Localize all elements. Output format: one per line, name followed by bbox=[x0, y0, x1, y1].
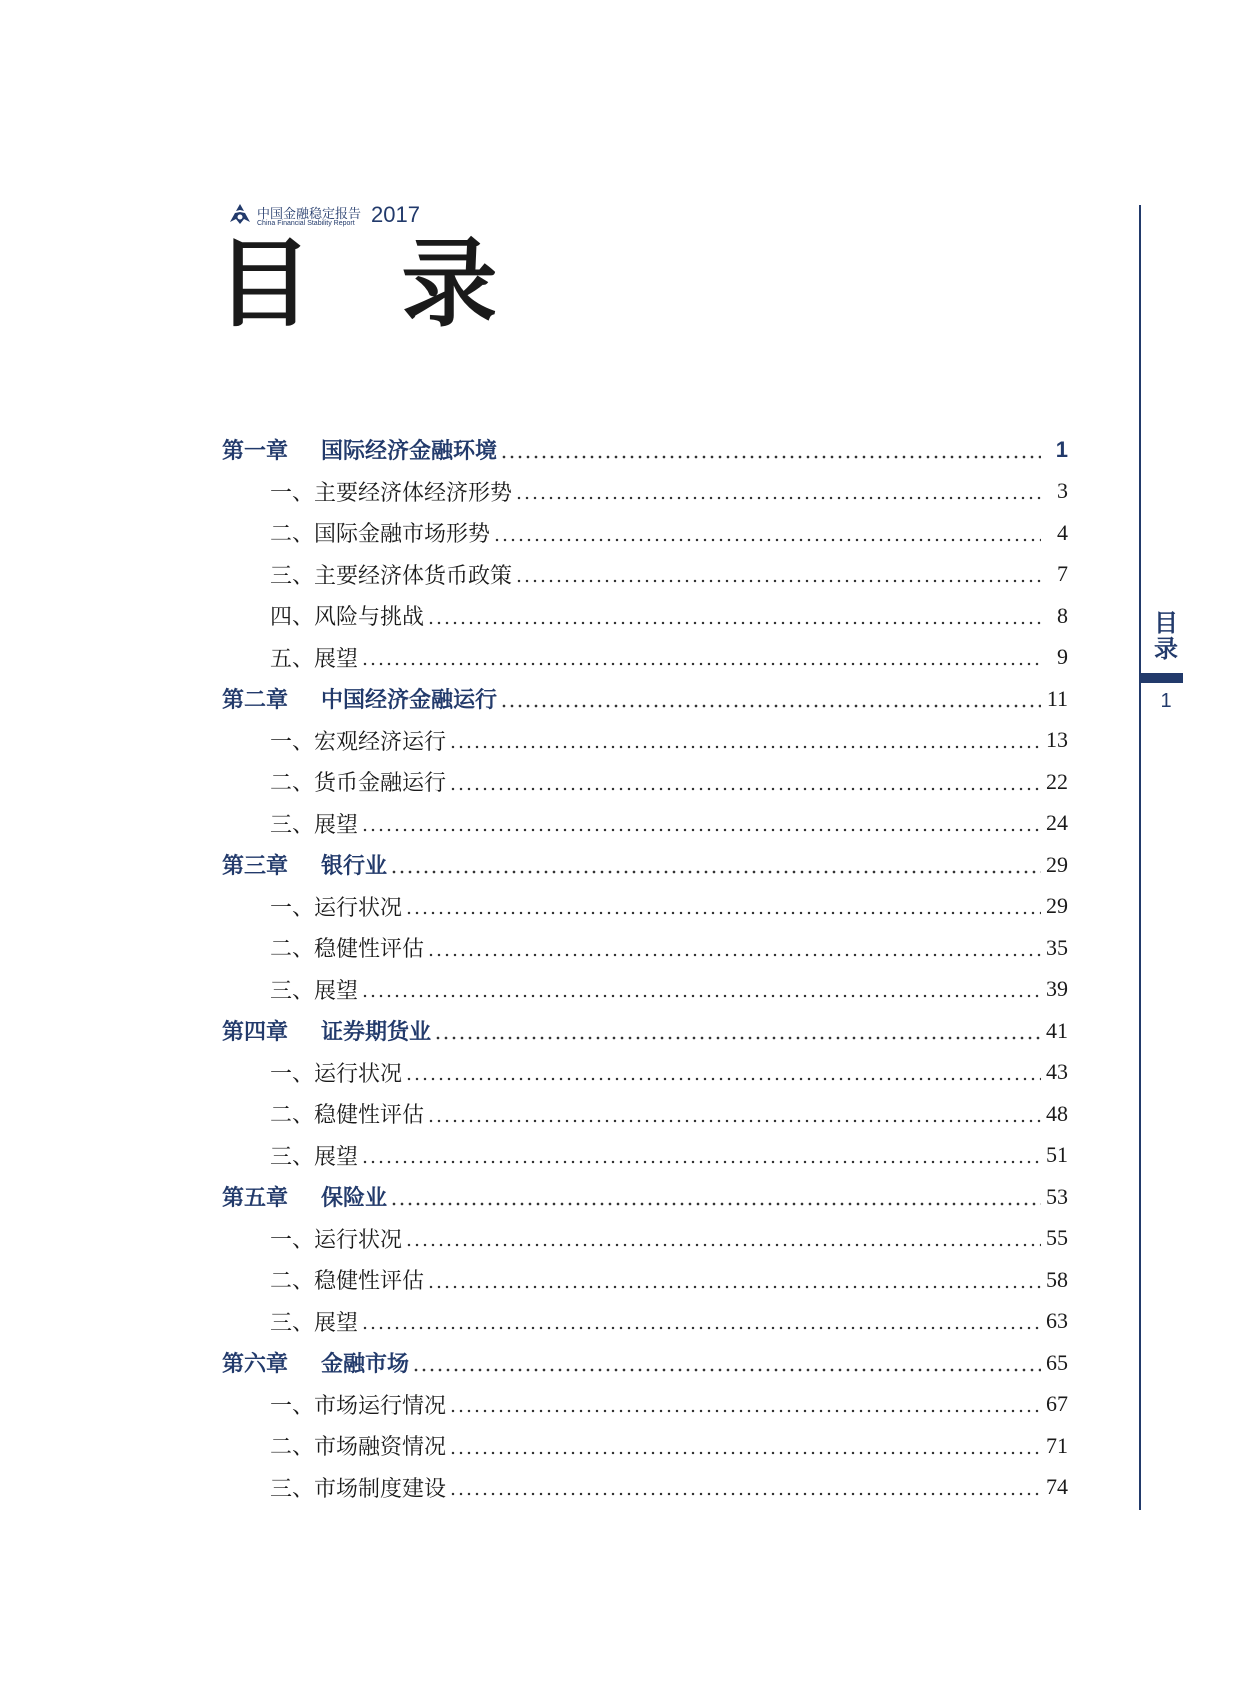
toc-entry-title: 四、风险与挑战 bbox=[270, 605, 425, 631]
toc-page-number: 11 bbox=[1046, 685, 1068, 711]
toc-entry-title: 中国经济金融运行 bbox=[321, 688, 498, 714]
side-rule bbox=[1139, 205, 1141, 1510]
dot-leader bbox=[390, 854, 1041, 876]
dot-leader bbox=[500, 688, 1041, 710]
dot-leader bbox=[361, 1144, 1041, 1166]
toc-section-entry[interactable] bbox=[222, 1052, 1068, 1094]
page-title: 目 录 bbox=[216, 228, 526, 340]
toc-page-number: 22 bbox=[1046, 768, 1068, 794]
toc-page-number: 43 bbox=[1046, 1059, 1068, 1085]
dot-leader bbox=[427, 937, 1041, 959]
toc-page-number: 41 bbox=[1046, 1017, 1068, 1043]
toc-page-number: 1 bbox=[1055, 436, 1068, 462]
toc-chapter-entry[interactable] bbox=[222, 1342, 1068, 1384]
toc-section-entry[interactable] bbox=[222, 595, 1068, 637]
toc-chapter-entry[interactable] bbox=[222, 1010, 1068, 1052]
dot-leader bbox=[449, 729, 1041, 751]
toc-section-entry[interactable] bbox=[222, 1135, 1068, 1177]
toc-entry-title: 金融市场 bbox=[321, 1352, 410, 1378]
dot-leader bbox=[515, 563, 1041, 585]
toc-entry-title: 一、主要经济体经济形势 bbox=[270, 480, 513, 506]
toc-page-number: 24 bbox=[1046, 810, 1068, 836]
toc-page-number: 53 bbox=[1046, 1183, 1068, 1209]
toc-entry-title: 二、稳健性评估 bbox=[270, 1103, 425, 1129]
header-title-cn: 中国金融稳定报告 bbox=[257, 207, 362, 222]
toc-entry-title: 一、运行状况 bbox=[270, 1061, 403, 1087]
toc-page-number: 39 bbox=[1046, 976, 1068, 1002]
toc-chapter-number: 第四章 bbox=[222, 1020, 289, 1046]
dot-leader bbox=[361, 978, 1041, 1000]
dot-leader bbox=[449, 1393, 1041, 1415]
toc-page-number: 67 bbox=[1046, 1391, 1068, 1417]
dot-leader bbox=[412, 1352, 1041, 1374]
toc-entry-title: 三、展望 bbox=[270, 978, 359, 1004]
toc-page-number: 71 bbox=[1046, 1432, 1068, 1458]
toc-entry-title: 银行业 bbox=[321, 854, 388, 880]
toc-section-entry[interactable] bbox=[222, 512, 1068, 554]
toc-section-entry[interactable] bbox=[222, 720, 1068, 762]
toc-page-number: 13 bbox=[1046, 727, 1068, 753]
toc-entry-title: 一、市场运行情况 bbox=[270, 1393, 447, 1419]
side-tab-label-bottom: 录 bbox=[1154, 635, 1178, 663]
toc-chapter-number: 第六章 bbox=[222, 1352, 289, 1378]
toc-chapter-number: 第三章 bbox=[222, 854, 289, 880]
toc-page-number: 7 bbox=[1057, 561, 1068, 587]
toc-entry-title: 二、国际金融市场形势 bbox=[270, 522, 491, 548]
header-title-en: China Financial Stability Report bbox=[257, 220, 355, 227]
toc-chapter-entry[interactable] bbox=[222, 1176, 1068, 1218]
toc-page-number: 8 bbox=[1057, 602, 1068, 628]
toc-page-number: 63 bbox=[1046, 1308, 1068, 1334]
dot-leader bbox=[434, 1020, 1041, 1042]
toc-section-entry[interactable] bbox=[222, 1467, 1068, 1509]
dot-leader bbox=[427, 1269, 1041, 1291]
toc-page-number: 55 bbox=[1046, 1225, 1068, 1251]
toc-entry-title: 保险业 bbox=[321, 1186, 388, 1212]
toc-chapter-entry[interactable] bbox=[222, 678, 1068, 720]
toc-chapter-number: 第二章 bbox=[222, 688, 289, 714]
toc-entry-title: 三、展望 bbox=[270, 1144, 359, 1170]
dot-leader bbox=[361, 646, 1041, 668]
toc-entry-title: 二、货币金融运行 bbox=[270, 771, 447, 797]
toc-section-entry[interactable] bbox=[222, 637, 1068, 679]
side-tab-label-top: 目 bbox=[1154, 609, 1178, 637]
dot-leader bbox=[449, 1476, 1041, 1498]
toc-page-number: 58 bbox=[1046, 1266, 1068, 1292]
toc-entry-title: 三、市场制度建设 bbox=[270, 1476, 447, 1502]
toc-section-entry[interactable] bbox=[222, 1384, 1068, 1426]
dot-leader bbox=[405, 1227, 1041, 1249]
toc-page-number: 74 bbox=[1046, 1474, 1068, 1500]
toc-page-number: 65 bbox=[1046, 1349, 1068, 1375]
toc-entry-title: 一、宏观经济运行 bbox=[270, 729, 447, 755]
toc-chapter-entry[interactable] bbox=[222, 844, 1068, 886]
toc-page-number: 9 bbox=[1057, 644, 1068, 670]
toc-section-entry[interactable] bbox=[222, 1425, 1068, 1467]
toc-section-entry[interactable] bbox=[222, 471, 1068, 513]
toc-page-number: 29 bbox=[1046, 893, 1068, 919]
toc-section-entry[interactable] bbox=[222, 1301, 1068, 1343]
toc-section-entry[interactable] bbox=[222, 1093, 1068, 1135]
toc-page-number: 51 bbox=[1046, 1142, 1068, 1168]
dot-leader bbox=[405, 1061, 1041, 1083]
toc-section-entry[interactable] bbox=[222, 761, 1068, 803]
toc-section-entry[interactable] bbox=[222, 803, 1068, 845]
header-year: 2017 bbox=[371, 202, 420, 227]
table-of-contents bbox=[222, 429, 1068, 1508]
toc-page-number: 3 bbox=[1057, 478, 1068, 504]
dot-leader bbox=[449, 771, 1041, 793]
toc-page-number: 48 bbox=[1046, 1100, 1068, 1126]
dot-leader bbox=[427, 605, 1041, 627]
toc-section-entry[interactable] bbox=[222, 969, 1068, 1011]
dot-leader bbox=[427, 1103, 1041, 1125]
side-tab-label bbox=[1150, 610, 1182, 662]
dot-leader bbox=[361, 1310, 1041, 1332]
side-tab-bar bbox=[1139, 673, 1183, 683]
toc-chapter-number: 第五章 bbox=[222, 1186, 289, 1212]
toc-page-number: 29 bbox=[1046, 851, 1068, 877]
toc-page-number: 4 bbox=[1057, 519, 1068, 545]
dot-leader bbox=[390, 1186, 1041, 1208]
toc-entry-title: 二、稳健性评估 bbox=[270, 937, 425, 963]
toc-chapter-entry[interactable] bbox=[222, 429, 1068, 471]
dot-leader bbox=[361, 812, 1041, 834]
dot-leader bbox=[449, 1435, 1041, 1457]
dot-leader bbox=[405, 895, 1041, 917]
pboc-logo-icon bbox=[228, 203, 252, 225]
toc-entry-title: 国际经济金融环境 bbox=[321, 439, 498, 465]
toc-chapter-number: 第一章 bbox=[222, 439, 289, 465]
toc-section-entry[interactable] bbox=[222, 1259, 1068, 1301]
toc-entry-title: 一、运行状况 bbox=[270, 1227, 403, 1253]
dot-leader bbox=[493, 522, 1041, 544]
toc-entry-title: 三、主要经济体货币政策 bbox=[270, 563, 513, 589]
toc-entry-title: 三、展望 bbox=[270, 812, 359, 838]
toc-entry-title: 五、展望 bbox=[270, 646, 359, 672]
toc-section-entry[interactable] bbox=[222, 886, 1068, 928]
toc-section-entry[interactable] bbox=[222, 1218, 1068, 1260]
toc-section-entry[interactable] bbox=[222, 554, 1068, 596]
toc-section-entry[interactable] bbox=[222, 927, 1068, 969]
toc-entry-title: 二、市场融资情况 bbox=[270, 1435, 447, 1461]
side-page-number: 1 bbox=[1160, 690, 1172, 712]
toc-entry-title: 证券期货业 bbox=[321, 1020, 432, 1046]
dot-leader bbox=[515, 480, 1041, 502]
dot-leader bbox=[500, 439, 1041, 461]
toc-entry-title: 一、运行状况 bbox=[270, 895, 403, 921]
toc-entry-title: 三、展望 bbox=[270, 1310, 359, 1336]
toc-page-number: 35 bbox=[1046, 934, 1068, 960]
toc-entry-title: 二、稳健性评估 bbox=[270, 1269, 425, 1295]
